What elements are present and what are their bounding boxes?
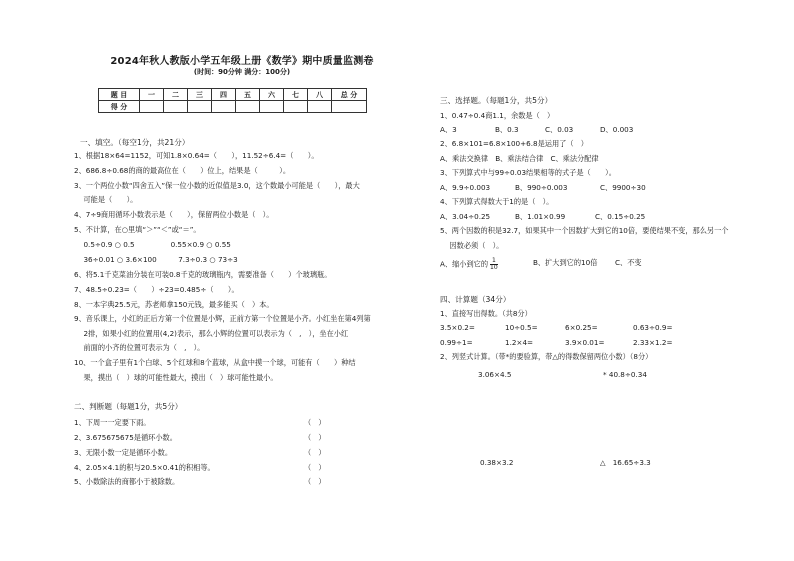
- score-input-cell[interactable]: [188, 101, 212, 113]
- fill-blank-line: 2排，如果小红的位置用(4,2)表示，那么小辉的位置可以表示为（ , ），坐在小红: [74, 329, 349, 338]
- choice-option-a[interactable]: [440, 258, 500, 271]
- judge-answer-paren[interactable]: （ ）: [304, 463, 326, 472]
- score-input-cell[interactable]: [308, 101, 332, 113]
- oral-calc-item: 0.63÷0.9=: [633, 323, 673, 332]
- choice-question: 3、下列算式中与99÷0.03结果相等的式子是（ ）。: [440, 168, 616, 177]
- choice-option-a[interactable]: A、3.04÷0.25: [440, 212, 491, 221]
- score-header-cell: 七: [284, 89, 308, 101]
- score-header-total: 总 分: [332, 89, 367, 101]
- fill-blank-line: 2、686.8÷0.68的商的最高位在（ ）位上，结果是（ ）。: [74, 166, 291, 175]
- fill-blank-line: 10、一个盒子里有1个白球、5个红球和8个蓝球，从盒中摸一个球，可能有（ ）种结: [74, 358, 356, 367]
- calc-subheading: 1、直接写出得数。（共8分）: [440, 309, 532, 318]
- oral-calc-item: 6×0.25=: [565, 323, 598, 332]
- judge-item: 4、2.05×4.1的积与20.5×0.41的积相等。: [74, 463, 215, 472]
- exam-title: 2024年秋人教版小学五年级上册《数学》期中质量监测卷: [110, 56, 374, 67]
- vertical-calc-item: 3.06×4.5: [478, 370, 512, 379]
- score-input-cell[interactable]: [284, 101, 308, 113]
- judge-answer-paren[interactable]: （ ）: [304, 448, 326, 457]
- choice-option-c[interactable]: C、不变: [615, 258, 642, 267]
- score-input-cell[interactable]: [212, 101, 236, 113]
- choice-option-a[interactable]: A、3: [440, 125, 457, 134]
- choice-question-cont: 因数必须（ ）。: [440, 241, 504, 250]
- score-table: [98, 88, 367, 113]
- vertical-calc-item: 0.38×3.2: [480, 458, 514, 467]
- score-input-cell[interactable]: [164, 101, 188, 113]
- vertical-calc-item: * 40.8÷0.34: [603, 370, 647, 379]
- judge-answer-paren[interactable]: （ ）: [304, 418, 326, 427]
- choice-question: 5、两个因数的积是32.7，如果其中一个因数扩大到它的10倍，要使结果不变，那么另一个: [440, 226, 729, 235]
- score-row-label: 得 分: [99, 101, 140, 113]
- choice-question: 1、0.47÷0.4商1.1，余数是（ ）: [440, 111, 555, 120]
- score-header-cell: 八: [308, 89, 332, 101]
- choice-question: 2、6.8×101=6.8×100+6.8是运用了（ ）: [440, 139, 588, 148]
- section2-heading: 二、判断题（每题1分，共5分）: [74, 402, 183, 411]
- score-input-total[interactable]: [332, 101, 367, 113]
- option-a-text: A、缩小到它的: [440, 259, 489, 269]
- choice-option-c[interactable]: C、0.15÷0.25: [595, 212, 646, 221]
- oral-calc-item: 2.33×1.2=: [633, 338, 673, 347]
- fill-blank-line: 9、音乐课上，小红的正后方第一个位置是小辉，正前方第一个位置是小齐。小红坐在第4列第: [74, 314, 371, 323]
- score-header-cell: 五: [236, 89, 260, 101]
- choice-option-b[interactable]: B、990÷0.003: [515, 183, 568, 192]
- choice-option-b[interactable]: B、1.01×0.99: [515, 212, 566, 221]
- judge-item: 1、下周一一定要下雨。: [74, 418, 151, 427]
- fill-blank-line: 3、一个两位小数“四舍五入”保一位小数的近似值是3.0，这个数最小可能是（ ），最大: [74, 181, 360, 190]
- choice-option-c[interactable]: C、9900÷30: [600, 183, 646, 192]
- choice-option-b[interactable]: B、扩大到它的10倍: [533, 258, 598, 267]
- judge-item: 3、无限小数一定是循环小数。: [74, 448, 173, 457]
- score-header-cell: 六: [260, 89, 284, 101]
- compare-line: 0.5÷0.9 ○ 0.5 0.55×0.9 ○ 0.55: [74, 240, 231, 249]
- section3-heading: 三、选择题。（每题1分，共5分）: [440, 96, 553, 105]
- choice-options-row[interactable]: A、乘法交换律 B、乘法结合律 C、乘法分配律: [440, 154, 599, 163]
- score-input-cell[interactable]: [260, 101, 284, 113]
- score-table-score-row: [99, 101, 367, 113]
- choice-option-d[interactable]: D、0.003: [600, 125, 634, 134]
- score-header-cell: 四: [212, 89, 236, 101]
- score-header-label: 题 目: [99, 89, 140, 101]
- fraction-numerator: 1: [491, 257, 496, 264]
- fraction-denominator: 10: [490, 264, 498, 271]
- score-table-header-row: [99, 89, 367, 101]
- choice-option-c[interactable]: C、0.03: [545, 125, 574, 134]
- fraction: [490, 258, 498, 271]
- score-header-cell: 二: [164, 89, 188, 101]
- judge-answer-paren[interactable]: （ ）: [304, 433, 326, 442]
- fill-blank-line: 7、48.5÷0.23=（ ）÷23=0.485÷（ ）。: [74, 285, 239, 294]
- fill-blank-line: 8、一本字典25.5元，苏老师拿150元钱，最多能买（ ）本。: [74, 300, 274, 309]
- fill-blank-line: 1、根据18×64=1152，可知1.8×0.64=（ ），11.52÷6.4=（ ）。: [74, 151, 319, 160]
- oral-calc-item: 3.5×0.2=: [440, 323, 475, 332]
- calc-subheading: 2、列竖式计算。（带*的要验算，带△的得数保留两位小数）（8分）: [440, 352, 653, 361]
- fill-blank-line: 果，摸出（ ）球的可能性最大，摸出（ ）球可能性最小。: [74, 373, 278, 382]
- fill-blank-line: 前面的小齐的位置可表示为（ , ）。: [74, 343, 205, 352]
- compare-line: 36÷0.01 ○ 3.6×100 7.3÷0.3 ○ 73÷3: [74, 255, 238, 264]
- choice-option-a[interactable]: A、9.9÷0.003: [440, 183, 491, 192]
- oral-calc-item: 1.2×4=: [505, 338, 534, 347]
- choice-question: 4、下列算式得数大于1的是（ ）。: [440, 197, 554, 206]
- judge-item: 2、3.675675675是循环小数。: [74, 433, 177, 442]
- fill-blank-line: 可能是（ ）。: [74, 195, 138, 204]
- exam-subtitle: (时间：90分钟 满分：100分): [193, 68, 291, 76]
- fill-blank-line: 6、将5.1千克菜油分装在可装0.8千克的玻璃瓶内，需要准备（ ）个玻璃瓶。: [74, 270, 332, 279]
- oral-calc-item: 0.99÷1=: [440, 338, 473, 347]
- score-header-cell: 三: [188, 89, 212, 101]
- section1-heading: 一、填空。（每空1分，共21分）: [80, 138, 190, 147]
- vertical-calc-item: △ 16.65÷3.3: [600, 458, 651, 467]
- fill-blank-line: 4、7÷9商用循环小数表示是（ ），保留两位小数是（ ）。: [74, 210, 274, 219]
- score-input-cell[interactable]: [236, 101, 260, 113]
- score-input-cell[interactable]: [140, 101, 164, 113]
- fill-blank-line: 5、不计算，在○里填“＞”“＜”或“＝”。: [74, 225, 201, 234]
- judge-item: 5、小数除法的商都小于被除数。: [74, 477, 180, 486]
- choice-option-b[interactable]: B、0.3: [495, 125, 519, 134]
- score-header-cell: 一: [140, 89, 164, 101]
- oral-calc-item: 10÷0.5=: [505, 323, 538, 332]
- section4-heading: 四、计算题（34分）: [440, 295, 511, 304]
- judge-answer-paren[interactable]: （ ）: [304, 477, 326, 486]
- oral-calc-item: 3.9×0.01=: [565, 338, 605, 347]
